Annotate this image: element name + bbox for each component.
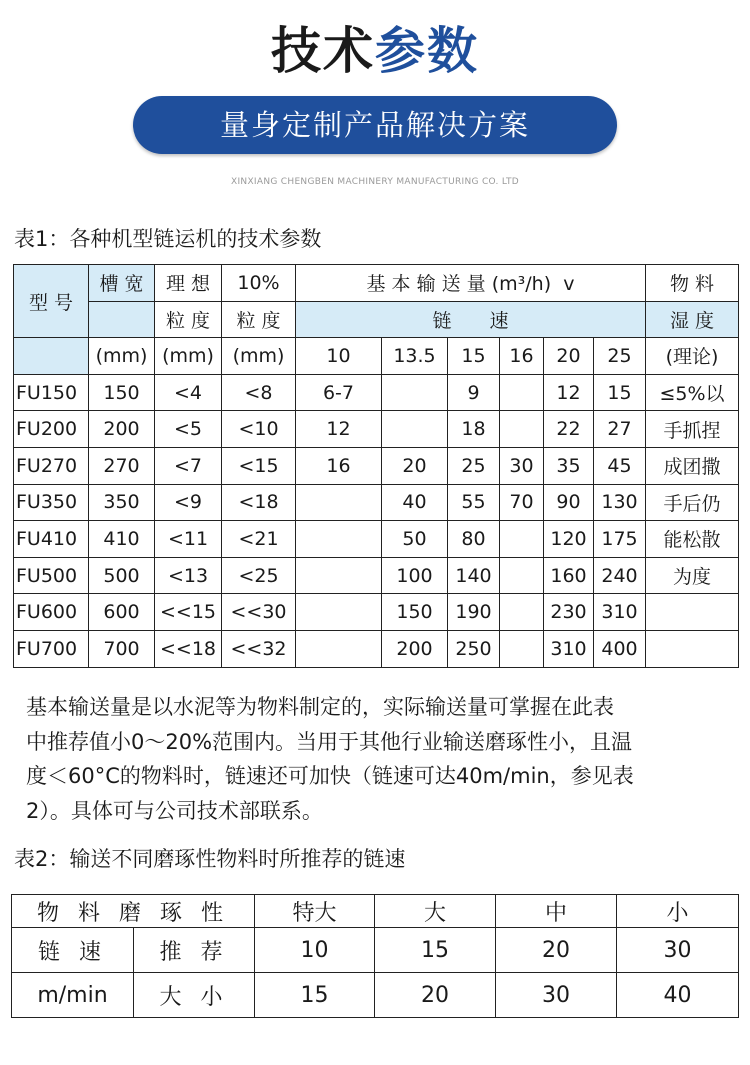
capacity-cell: 90 (544, 484, 594, 521)
row-label: 链 速 (12, 928, 134, 973)
ideal-cell: <<18 (155, 630, 222, 667)
ideal-cell: <<15 (155, 594, 222, 631)
table-row (14, 630, 739, 667)
capacity-label: 基 本 输 送 量 (366, 273, 486, 296)
header-grain-1: 粒 度 (155, 301, 222, 338)
table-row (14, 374, 739, 411)
capacity-cell: 50 (382, 521, 448, 558)
humidity-note-cell: 手后仍 (646, 484, 739, 521)
capacity-cell: 25 (448, 447, 500, 484)
speed-col: 10 (296, 338, 382, 375)
value-cell: 30 (617, 928, 739, 973)
ideal-cell: <13 (155, 557, 222, 594)
humidity-note-cell (646, 630, 739, 667)
capacity-cell (500, 630, 544, 667)
capacity-cell: 70 (500, 484, 544, 521)
table-row (14, 484, 739, 521)
table-row (14, 521, 739, 558)
speed-col: 25 (594, 338, 646, 375)
paragraph-line: 基本输送量是以水泥等为物料制定的，实际输送量可掌握在此表 (26, 695, 614, 719)
capacity-cell (296, 521, 382, 558)
level-cell: 大 (375, 895, 496, 928)
capacity-cell: 40 (382, 484, 448, 521)
humidity-note-cell (646, 594, 739, 631)
value-cell: 10 (255, 928, 375, 973)
value-cell: 20 (496, 928, 617, 973)
capacity-cell (382, 411, 448, 448)
header-humidity-mid: 湿 度 (646, 301, 739, 338)
humidity-note-cell: ≤5%以 (646, 374, 739, 411)
value-cell: 30 (496, 973, 617, 1018)
capacity-cell: 400 (594, 630, 646, 667)
width-cell: 200 (89, 411, 155, 448)
capacity-cell: 160 (544, 557, 594, 594)
table2-caption: 表2：输送不同磨琢性物料时所推荐的链速 (14, 847, 406, 871)
speed-col: 16 (500, 338, 544, 375)
value-cell: 20 (375, 973, 496, 1018)
capacity-unit: (m³/h) (491, 273, 552, 296)
pct-cell: <10 (222, 411, 296, 448)
level-cell: 特大 (255, 895, 375, 928)
capacity-cell: 22 (544, 411, 594, 448)
level-cell: 中 (496, 895, 617, 928)
model-cell: FU350 (14, 484, 89, 521)
capacity-cell (296, 630, 382, 667)
width-cell: 500 (89, 557, 155, 594)
model-cell: FU200 (14, 411, 89, 448)
header-unit-mm-1: (mm) (89, 338, 155, 375)
capacity-cell: 230 (544, 594, 594, 631)
row-label: 推 荐 (134, 928, 255, 973)
header-grain-2: 粒 度 (222, 301, 296, 338)
capacity-cell (296, 557, 382, 594)
header-unit-mm-3: (mm) (222, 338, 296, 375)
pct-cell: <21 (222, 521, 296, 558)
paragraph-line: 2）。具体可与公司技术部联系。 (26, 798, 323, 823)
header-capacity (296, 265, 646, 302)
capacity-cell: 100 (382, 557, 448, 594)
table-row (14, 557, 739, 594)
header-chain-speed: 链 速 (296, 301, 646, 338)
humidity-note-cell: 能松散 (646, 521, 739, 558)
capacity-cell: 45 (594, 447, 646, 484)
paragraph-line: 度＜60°C的物料时，链速还可加快（链速可达40m/min，参见表 (26, 764, 634, 788)
model-cell: FU700 (14, 630, 89, 667)
capacity-cell: 140 (448, 557, 500, 594)
capacity-cell: 120 (544, 521, 594, 558)
value-cell: 15 (255, 973, 375, 1018)
model-cell: FU500 (14, 557, 89, 594)
value-cell: 15 (375, 928, 496, 973)
header-width: 槽 宽 (89, 265, 155, 302)
capacity-cell (500, 557, 544, 594)
title-part-2: 参数 (375, 22, 479, 80)
pct-cell: <18 (222, 484, 296, 521)
header-ideal: 理 想 (155, 265, 222, 302)
speed-col: 20 (544, 338, 594, 375)
subtitle-banner: 量身定制产品解决方案 (133, 96, 617, 154)
tech-params-table (13, 264, 739, 668)
capacity-cell (500, 594, 544, 631)
humidity-note-cell: 为度 (646, 557, 739, 594)
capacity-cell (500, 374, 544, 411)
model-cell: FU270 (14, 447, 89, 484)
header-theory: (理论) (646, 338, 739, 375)
capacity-cell: 6-7 (296, 374, 382, 411)
capacity-cell: 15 (594, 374, 646, 411)
table-row (14, 594, 739, 631)
capacity-cell: 12 (544, 374, 594, 411)
row-label: m/min (12, 973, 134, 1018)
table-row (14, 411, 739, 448)
humidity-note-cell: 手抓捏 (646, 411, 739, 448)
capacity-cell (382, 374, 448, 411)
capacity-cell: 200 (382, 630, 448, 667)
humidity-note-cell: 成团撒 (646, 447, 739, 484)
table-row (14, 447, 739, 484)
row-label: 大 小 (134, 973, 255, 1018)
model-cell: FU410 (14, 521, 89, 558)
header-humidity-top: 物 料 (646, 265, 739, 302)
ideal-cell: <4 (155, 374, 222, 411)
capacity-cell: 16 (296, 447, 382, 484)
capacity-cell: 30 (500, 447, 544, 484)
capacity-cell (500, 521, 544, 558)
header-blank-2 (14, 338, 89, 375)
pct-cell: <25 (222, 557, 296, 594)
title-part-1: 技术 (271, 22, 375, 80)
capacity-v: v (563, 273, 575, 296)
capacity-cell (296, 484, 382, 521)
capacity-cell: 12 (296, 411, 382, 448)
capacity-cell: 190 (448, 594, 500, 631)
capacity-cell: 35 (544, 447, 594, 484)
pct-cell: <15 (222, 447, 296, 484)
capacity-cell (500, 411, 544, 448)
capacity-cell: 310 (544, 630, 594, 667)
capacity-cell: 310 (594, 594, 646, 631)
pct-cell: <<30 (222, 594, 296, 631)
speed-col: 15 (448, 338, 500, 375)
capacity-cell: 150 (382, 594, 448, 631)
width-cell: 410 (89, 521, 155, 558)
page-title (0, 16, 750, 86)
capacity-cell: 250 (448, 630, 500, 667)
ideal-cell: <11 (155, 521, 222, 558)
capacity-cell: 18 (448, 411, 500, 448)
model-cell: FU150 (14, 374, 89, 411)
abrasion-label: 物 料 磨 琢 性 (12, 895, 255, 928)
value-cell: 40 (617, 973, 739, 1018)
capacity-cell (296, 594, 382, 631)
explanation-paragraph (26, 690, 738, 828)
header-pct: 10% (222, 265, 296, 302)
company-name: XINXIANG CHENGBEN MACHINERY MANUFACTURING CO. LTD (231, 177, 519, 187)
capacity-cell: 130 (594, 484, 646, 521)
width-cell: 600 (89, 594, 155, 631)
ideal-cell: <5 (155, 411, 222, 448)
speed-col: 13.5 (382, 338, 448, 375)
table1-body (14, 374, 739, 667)
capacity-cell: 240 (594, 557, 646, 594)
ideal-cell: <7 (155, 447, 222, 484)
width-cell: 350 (89, 484, 155, 521)
width-cell: 270 (89, 447, 155, 484)
capacity-cell: 55 (448, 484, 500, 521)
capacity-cell: 9 (448, 374, 500, 411)
header-unit-mm-2: (mm) (155, 338, 222, 375)
capacity-cell: 27 (594, 411, 646, 448)
level-cell: 小 (617, 895, 739, 928)
chain-speed-table (11, 894, 739, 1018)
table1-caption: 表1：各种机型链运机的技术参数 (14, 227, 322, 251)
capacity-cell: 20 (382, 447, 448, 484)
ideal-cell: <9 (155, 484, 222, 521)
paragraph-line: 中推荐值小0～20%范围内。当用于其他行业输送磨琢性小，且温 (26, 729, 633, 754)
header-blank (89, 301, 155, 338)
pct-cell: <8 (222, 374, 296, 411)
width-cell: 700 (89, 630, 155, 667)
pct-cell: <<32 (222, 630, 296, 667)
width-cell: 150 (89, 374, 155, 411)
capacity-cell: 175 (594, 521, 646, 558)
header-model: 型 号 (14, 265, 89, 338)
capacity-cell: 80 (448, 521, 500, 558)
model-cell: FU600 (14, 594, 89, 631)
